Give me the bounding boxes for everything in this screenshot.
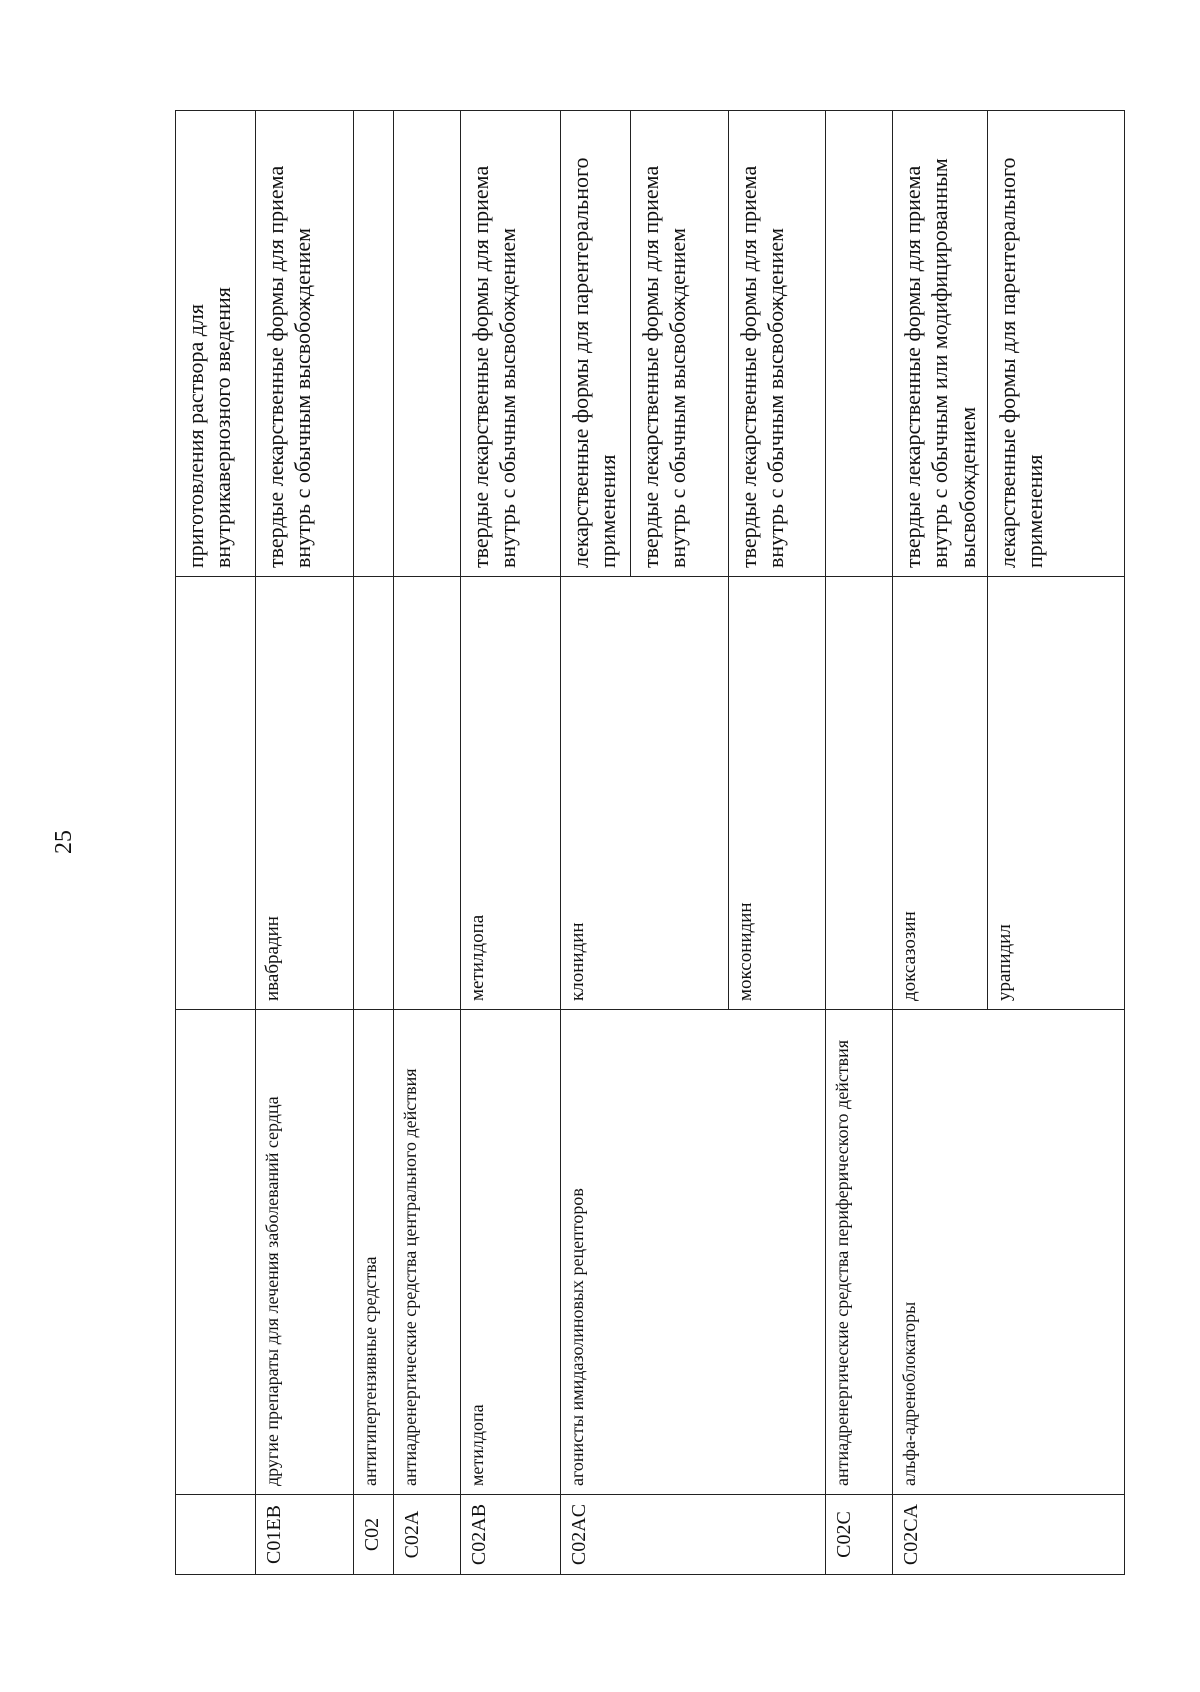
atc-code-cell: C02 [354, 1495, 394, 1575]
table-row [176, 111, 256, 1575]
table-row [561, 111, 631, 1575]
atc-code-cell: C01EB [256, 1495, 354, 1575]
group-cell: агонисты имидазолиновых рецепторов [561, 1010, 826, 1495]
dosage-form-cell [826, 111, 893, 577]
table-row [394, 111, 461, 1575]
dosage-form-cell: твердые лекарственные формы для приема внутрь с обычным высвобождением [631, 111, 729, 577]
drug-cell: метилдопа [461, 577, 561, 1010]
atc-code-cell: C02A [394, 1495, 461, 1575]
drug-cell: урапидил [988, 577, 1125, 1010]
dosage-form-cell: твердые лекарственные формы для приема внутрь с обычным высвобождением [729, 111, 826, 577]
drug-cell: доксазозин [893, 577, 988, 1010]
drug-cell [394, 577, 461, 1010]
dosage-form-cell: твердые лекарственные формы для приема внутрь с обычным высвобождением [256, 111, 354, 577]
drug-cell [176, 577, 256, 1010]
atc-drug-table [175, 110, 1125, 1575]
group-cell: альфа-адреноблокаторы [893, 1010, 1125, 1495]
rotated-page-frame [175, 111, 1125, 1575]
dosage-form-cell: лекарственные формы для парентерального применения [561, 111, 631, 577]
table-row [256, 111, 354, 1575]
atc-code-cell [176, 1495, 256, 1575]
dosage-form-cell: лекарственные формы для парентерального применения [988, 111, 1125, 577]
table-row [354, 111, 394, 1575]
group-cell [176, 1010, 256, 1495]
atc-code-cell: C02AB [461, 1495, 561, 1575]
dosage-form-cell: приготовления раствора для внутрикавернозного введения [176, 111, 256, 577]
drug-cell [826, 577, 893, 1010]
drug-cell: клонидин [561, 577, 729, 1010]
table-row [461, 111, 561, 1575]
drug-cell: моксонидин [729, 577, 826, 1010]
dosage-form-cell [354, 111, 394, 577]
group-cell: антиадренергические средства центрального действия [394, 1010, 461, 1495]
atc-code-cell: C02CA [893, 1495, 1125, 1575]
group-cell: антиадренергические средства периферического действия [826, 1010, 893, 1495]
atc-code-cell: C02C [826, 1495, 893, 1575]
table-row [893, 111, 988, 1575]
drug-cell: ивабрадин [256, 577, 354, 1010]
dosage-form-cell: твердые лекарственные формы для приема внутрь с обычным высвобождением [461, 111, 561, 577]
dosage-form-cell: твердые лекарственные формы для приема внутрь с обычным или модифицированным высвобождением [893, 111, 988, 577]
group-cell: метилдопа [461, 1010, 561, 1495]
table-row [826, 111, 893, 1575]
group-cell: антигипертензивные средства [354, 1010, 394, 1495]
drug-cell [354, 577, 394, 1010]
group-cell: другие препараты для лечения заболеваний сердца [256, 1010, 354, 1495]
dosage-form-cell [394, 111, 461, 577]
atc-code-cell: C02AC [561, 1495, 826, 1575]
page-number: 25 [51, 830, 77, 854]
